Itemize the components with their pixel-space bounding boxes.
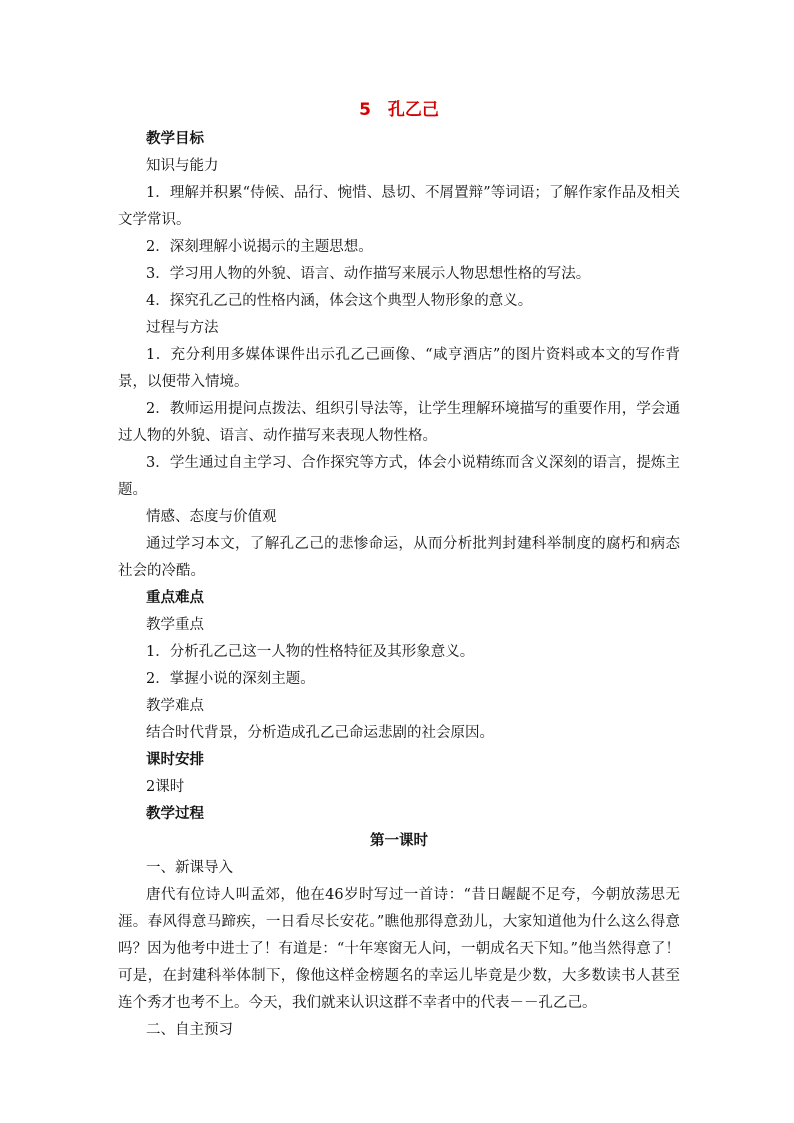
focus-item: 1．分析孔乙己这一人物的性格特征及其形象意义。 [146, 644, 475, 660]
knowledge-item: 4．探究孔乙己的性格内涵，体会这个典型人物形象的意义。 [146, 293, 533, 309]
page-title: 5 孔乙己 [359, 100, 439, 120]
objectives-heading: 教学目标 [146, 131, 204, 147]
key-points-heading: 重点难点 [146, 590, 204, 606]
knowledge-item: 1．理解并积累“侍候、品行、惋惜、恳切、不屑置辩”等词语；了解作家作品及相关文学常识。 [118, 185, 680, 228]
part2-heading: 二、自主预习 [146, 1022, 233, 1038]
focus-item: 2．掌握小说的深刻主题。 [146, 671, 315, 687]
knowledge-item: 3．学习用人物的外貌、语言、动作描写来展示人物思想性格的写法。 [146, 266, 591, 282]
knowledge-heading: 知识与能力 [146, 158, 219, 174]
values-text: 通过学习本文，了解孔乙己的悲惨命运，从而分析批判封建科举制度的腐朽和病态社会的冷酷。 [118, 536, 680, 579]
teaching-process-heading: 教学过程 [146, 806, 204, 822]
difficulty-heading: 教学难点 [146, 698, 204, 714]
process-item: 2．教师运用提问点拨法、组织引导法等，让学生理解环境描写的重要作用，学会通过人物的外貌、语言、动作描写来表现人物性格。 [118, 401, 680, 444]
part1-text: 唐代有位诗人叫孟郊，他在46岁时写过一首诗：“昔日龌龊不足夸，今朝放荡思无涯。春风得意马蹄疾，一日看尽长安花。”瞧他那得意劲儿，大家知道他为什么这么得意吗？因为他考中进士了！有道是：“十年寒窗无人问，一朝成名天下知。”他当然得意了！可是，在封建科举体制下，像他这样金榜题名的幸运儿毕竟是少数，大多数读书人甚至连个秀才也考不上。今天，我们就来认识这群不幸者中的代表－－孔乙己。 [118, 887, 680, 1011]
knowledge-item: 2．深刻理解小说揭示的主题思想。 [146, 239, 373, 255]
focus-heading: 教学重点 [146, 617, 204, 633]
schedule-heading: 课时安排 [146, 752, 204, 768]
values-heading: 情感、态度与价值观 [146, 509, 277, 525]
schedule-text: 2课时 [146, 779, 185, 795]
process-method-heading: 过程与方法 [146, 320, 219, 336]
document-page [118, 96, 680, 1044]
part1-heading: 一、新课导入 [146, 860, 233, 876]
process-item: 3．学生通过自主学习、合作探究等方式，体会小说精练而含义深刻的语言，提炼主题。 [118, 455, 680, 498]
lesson-heading: 第一课时 [370, 833, 428, 849]
difficulty-text: 结合时代背景，分析造成孔乙己命运悲剧的社会原因。 [146, 725, 494, 741]
process-item: 1．充分利用多媒体课件出示孔乙己画像、“咸亨酒店”的图片资料或本文的写作背景，以便带入情境。 [118, 347, 680, 390]
